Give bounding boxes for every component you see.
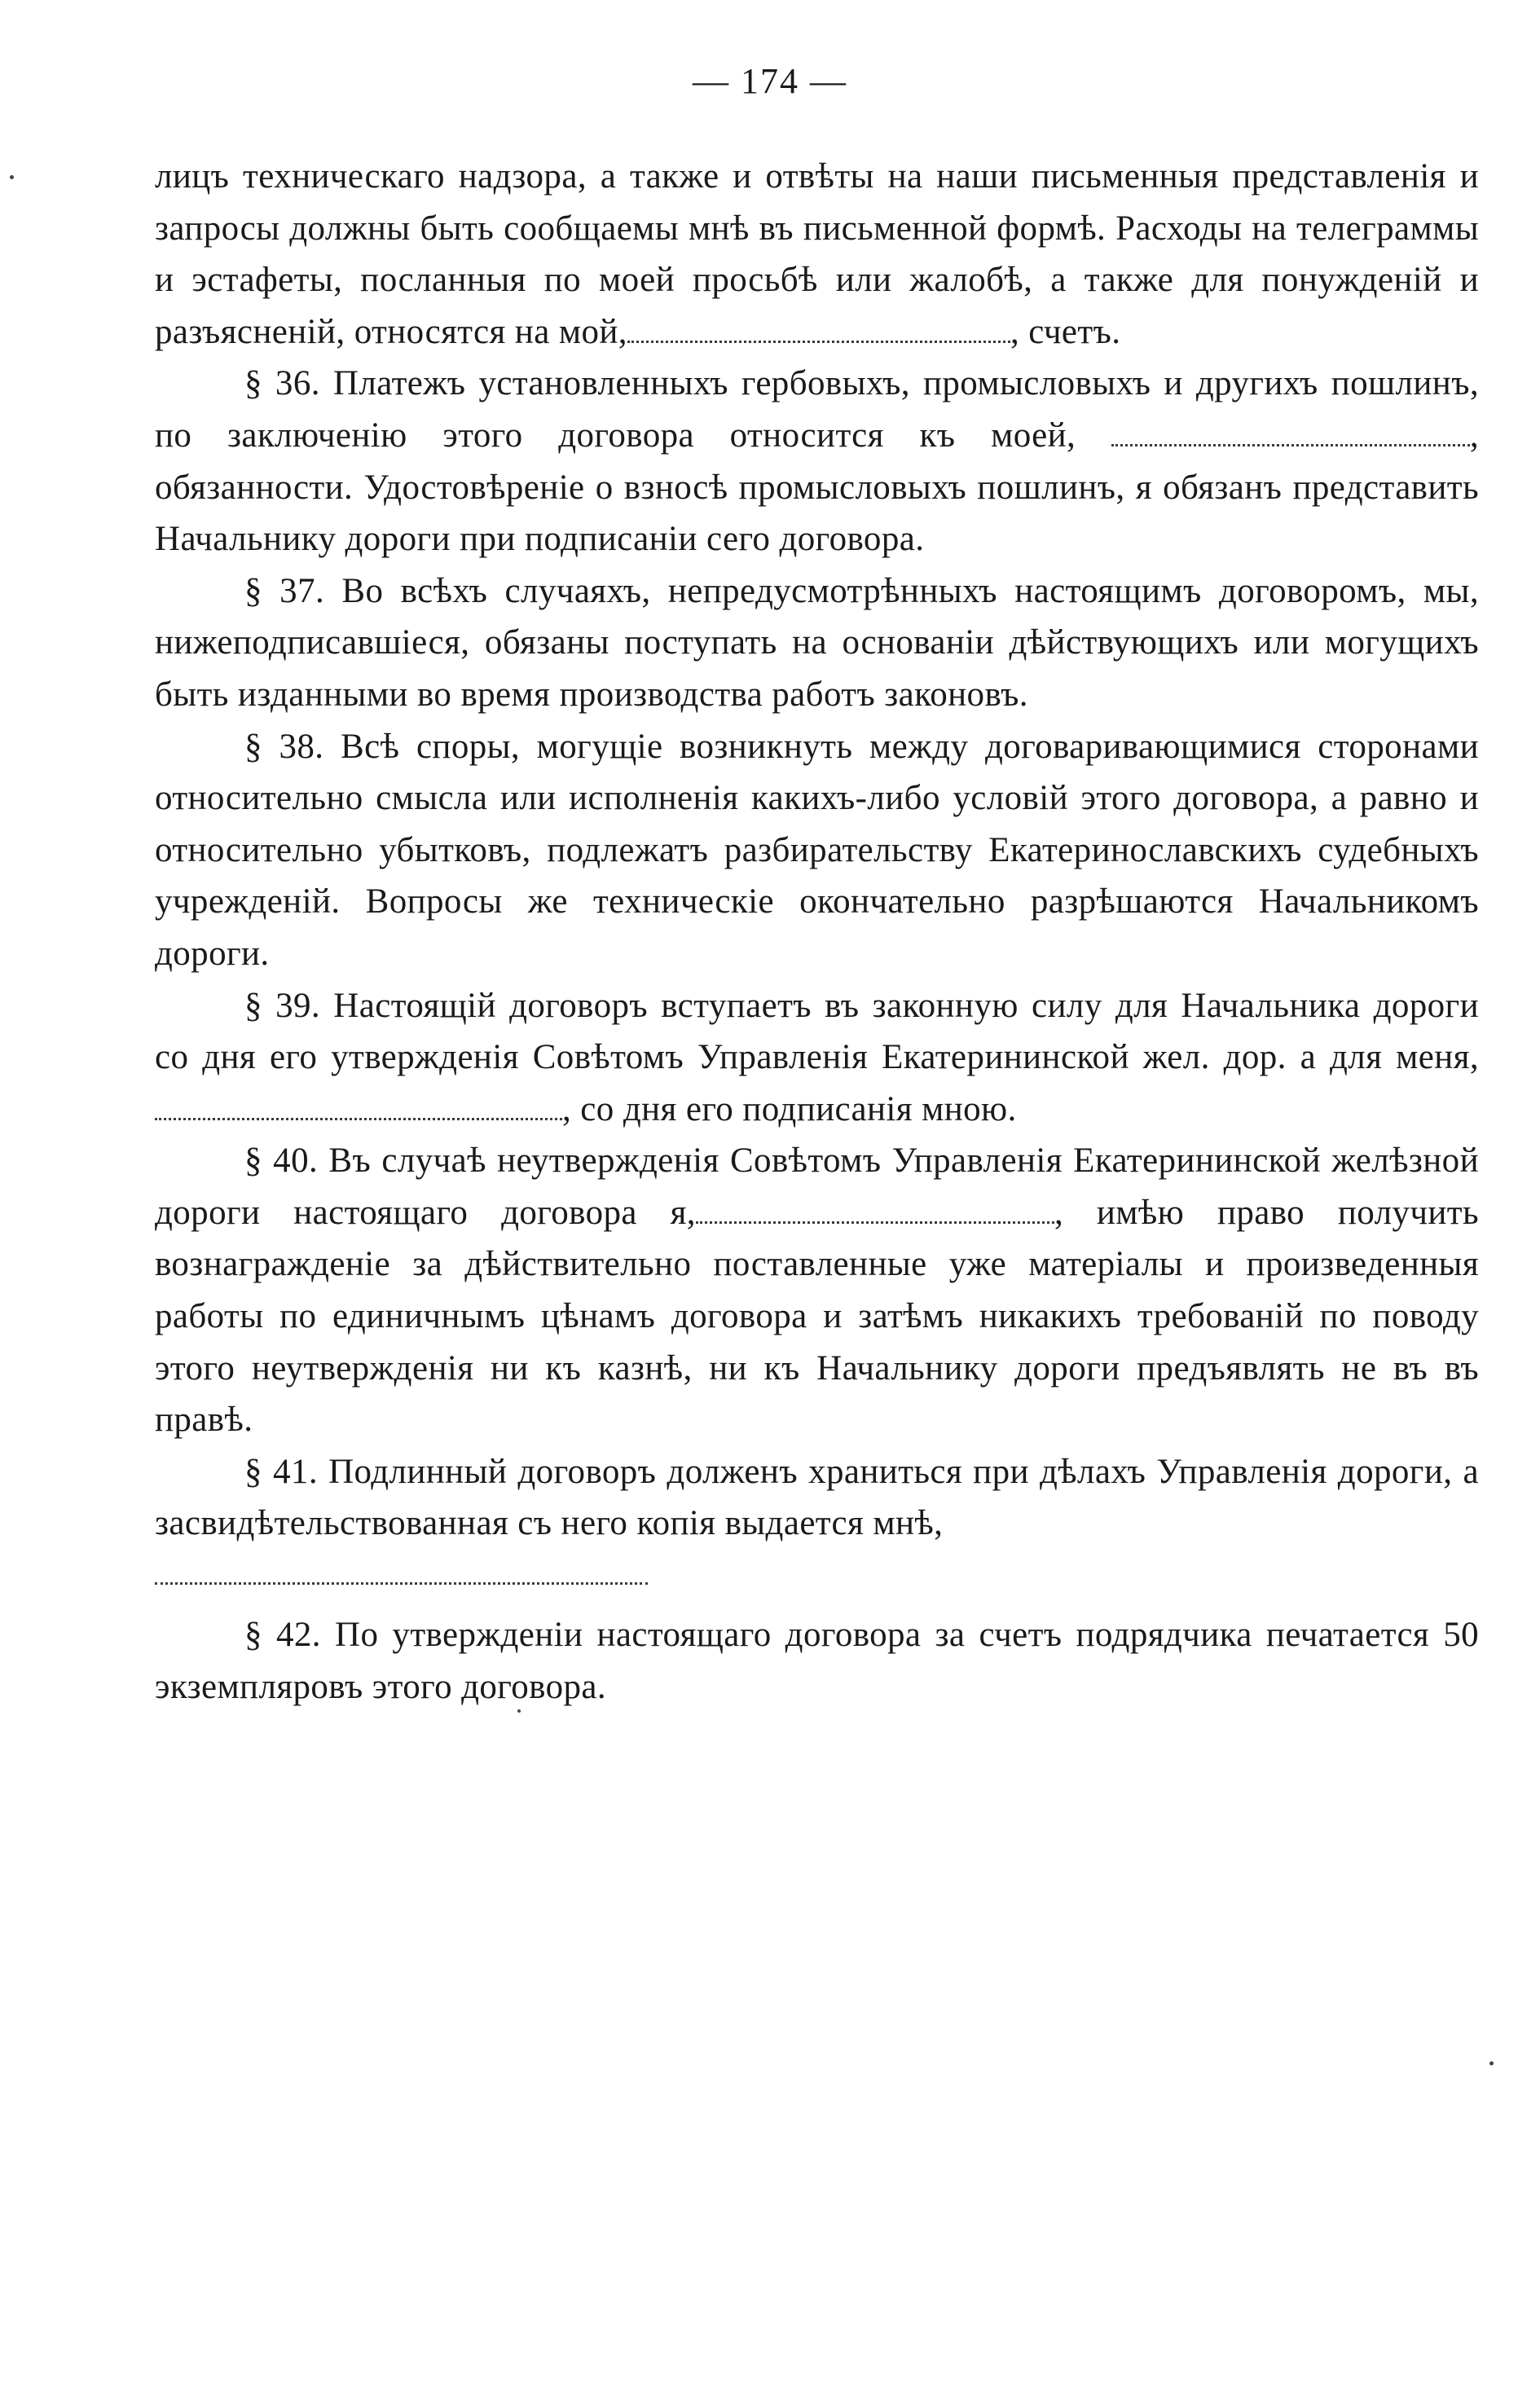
fill-in-blank [155,1089,562,1119]
section-text: , имѣю право получить вознагражденіе за дѣйствительно поставленные уже матеріалы и произведенныя работы по единичнымъ цѣнамъ договора и затѣмъ никакихъ требованій по поводу этого неутвержденія ни къ казнѣ, ни къ Начальнику дороги предъявлять не въ въ правѣ. [155,1193,1479,1440]
fill-in-blank [1111,416,1470,446]
section-41: § 41. Подлинный договоръ долженъ храниться при дѣлахъ Управленія дороги, а засвидѣтельствованная съ него копія выдается мнѣ, [155,1452,1479,1543]
section-text: § 39. Настоящій договоръ вступаетъ въ законную силу для Начальника дороги со дня его утвержденія Совѣтомъ Управленія Екатерининской жел. дор. а для меня, [155,986,1479,1077]
section-text: , обязанности. Удостовѣреніе о взносѣ промысловыхъ пошлинъ, я обязанъ представить Начальнику дороги при подписаніи сего договора. [155,416,1479,559]
paragraph-text: лицъ техническаго надзора, а также и отвѣты на наши письменныя представленія и запросы должны быть сообщаемы мнѣ въ письменной формѣ. Расходы на телеграммы и эстафеты, посланныя по моей просьбѣ или жалобѣ, а также для понужденій и разъясненій, относятся на мой, [155,157,1479,351]
contract-text [155,151,1479,1713]
fill-in-blank [155,1550,648,1585]
section-37: § 37. Во всѣхъ случаяхъ, непредусмотрѣнныхъ настоящимъ договоромъ, мы, нижеподписавшіеся, обязаны поступать на основаніи дѣйствующихъ или могущихъ быть изданными во время производства работъ законовъ. [155,571,1479,714]
paragraph-continuation [155,151,1479,358]
page-number: — 174 — [693,61,847,101]
section-42: § 42. По утвержденіи настоящаго договора за счетъ подрядчика печатается 50 экземпляровъ этого договора. [155,1616,1479,1706]
section-text: , со дня его подписанія мною. [562,1089,1017,1128]
section-40 [155,1135,1479,1446]
scan-speck [10,175,14,179]
fill-in-blank [627,312,1010,342]
scan-speck [517,1709,521,1713]
paragraph-text: , счетъ. [1010,312,1121,351]
fill-in-blank [696,1193,1054,1223]
section-38: § 38. Всѣ споры, могущіе возникнуть между договаривающимися сторонами относительно смысла или исполненія какихъ-либо условій этого договора, а равно и относительно убытковъ, подлежатъ разбирательству Екатеринославскихъ судебныхъ учрежденій. Вопросы же техническіе окончательно разрѣшаются Начальникомъ дороги. [155,727,1479,973]
section-text: § 36. Платежъ установленныхъ гербовыхъ, промысловыхъ и другихъ пошлинъ, по заключенію этого договора относится къ моей, [155,364,1479,455]
section-39 [155,980,1479,1136]
scan-speck [1489,2061,1494,2065]
section-36 [155,358,1479,565]
section-text: § 40. Въ случаѣ неутвержденія Совѣтомъ Управленія Екатерининской желѣзной дороги настоящаго договора я, [155,1141,1479,1232]
